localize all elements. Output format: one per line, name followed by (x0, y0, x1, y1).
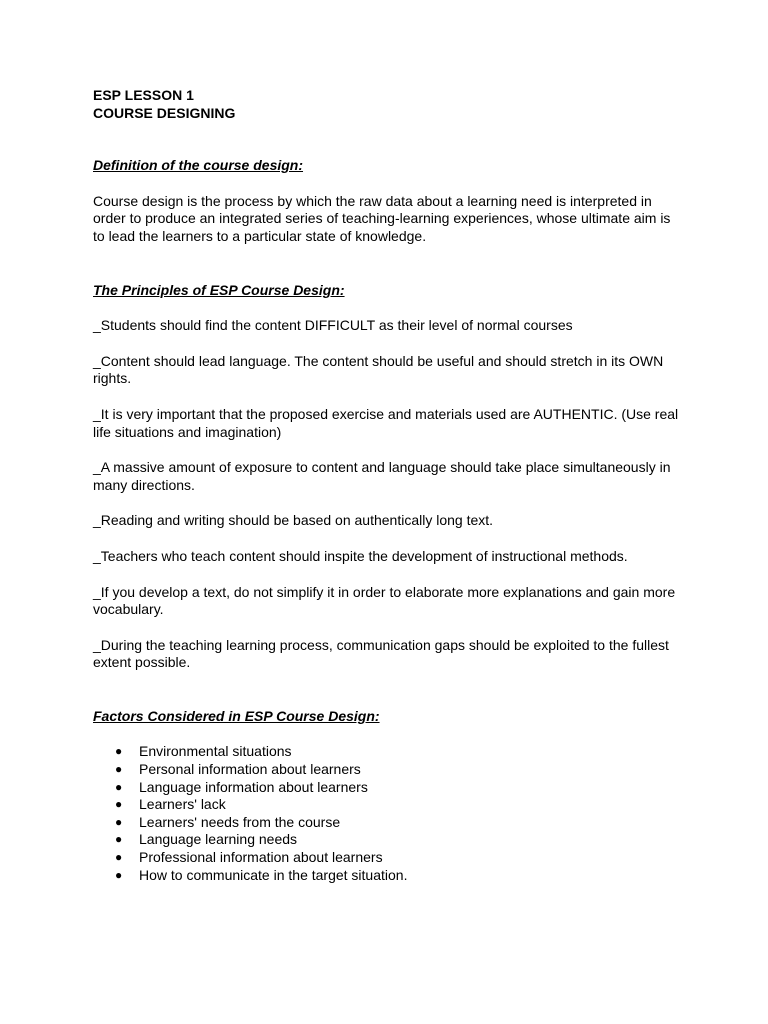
bullet-icon: ● (115, 814, 123, 829)
factor-label: Learners' lack (139, 796, 226, 813)
bullet-icon: ● (115, 744, 123, 759)
factor-label: How to communicate in the target situation. (139, 866, 408, 883)
factor-label: Language information about learners (139, 778, 368, 795)
factor-item (93, 849, 683, 867)
document-title-line2: COURSE DESIGNING (93, 104, 236, 121)
factors-heading: Factors Considered in ESP Course Design: (93, 707, 380, 724)
principle-item: _A massive amount of exposure to content and language should take place simultaneously in many directions. (93, 459, 671, 493)
document-title-line1: ESP LESSON 1 (93, 87, 194, 103)
factors-list (93, 743, 683, 884)
factor-label: Language learning needs (139, 831, 298, 848)
principles-heading: The Principles of ESP Course Design: (93, 281, 345, 298)
principle-item: _If you develop a text, do not simplify it in order to elaborate more explanations and gain more vocabulary. (93, 583, 676, 618)
definition-heading: Definition of the course design: (93, 157, 304, 174)
factor-label: Environmental situations (139, 743, 292, 760)
factor-label: Personal information about learners (139, 761, 361, 778)
bullet-icon: ● (115, 867, 123, 882)
principles-list (93, 299, 683, 672)
bullet-icon: ● (115, 797, 123, 812)
definition-text: Course design is the process by which the raw data about a learning need is interpreted in order to produce an integrated series of teaching-learning experiences, whose ultimate aim is to lead the learners to a particular state of knowledge. (93, 192, 671, 244)
factor-item (93, 796, 683, 814)
bullet-icon: ● (115, 850, 123, 865)
principle-item: _During the teaching learning process, communication gaps should be exploited to the fullest extent possible. (93, 636, 669, 671)
factor-label: Professional information about learners (139, 849, 383, 866)
principle-item: _Teachers who teach content should inspite the development of instructional methods. (93, 547, 628, 564)
bullet-icon: ● (115, 779, 123, 794)
principle-item: _Students should find the content DIFFICULT as their level of normal courses (93, 317, 573, 334)
factor-item (93, 814, 683, 832)
factor-item (93, 743, 683, 761)
principle-item: _Reading and writing should be based on authentically long text. (93, 512, 494, 529)
factor-item (93, 779, 683, 797)
factor-item (93, 831, 683, 849)
factor-label: Learners' needs from the course (139, 813, 341, 830)
factor-item (93, 761, 683, 779)
principle-item: _Content should lead language. The content should be useful and should stretch in its OWN rights. (93, 352, 664, 387)
principle-item: _It is very important that the proposed exercise and materials used are AUTHENTIC. (Use real life situations and imagination) (93, 405, 679, 440)
document-page (93, 87, 683, 884)
factor-item (93, 867, 683, 885)
bullet-icon: ● (115, 762, 123, 777)
bullet-icon: ● (115, 832, 123, 847)
